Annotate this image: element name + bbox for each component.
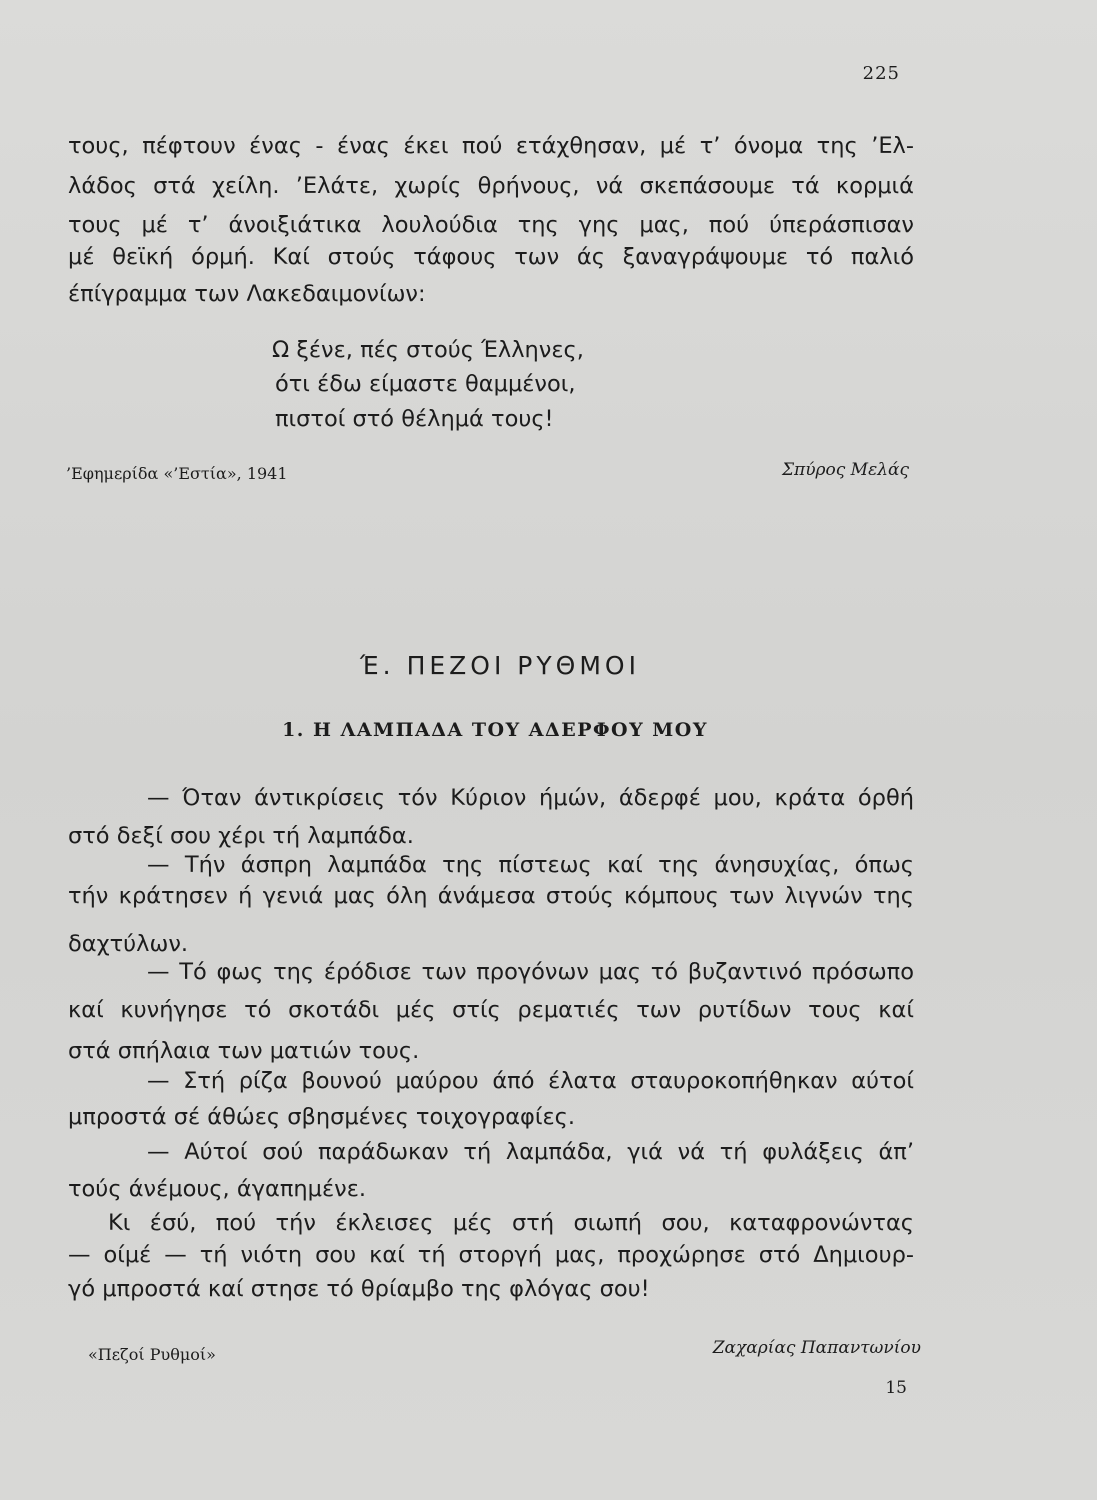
first-author: Σπύρος Μελάς xyxy=(782,460,909,480)
poem-line: στά σπήλαια των ματιών τους. xyxy=(68,1038,420,1064)
poem-line: δαχτύλων. xyxy=(68,931,189,957)
epigram-line: πιστοί στό θέλημά τους! xyxy=(275,406,554,432)
poem-line: — οίμέ — τή νιότη σου καί τή στοργή μας, προχώρησε στό Δημιουρ- xyxy=(68,1242,914,1268)
first-source: ’Εφημερίδα «’Εστία», 1941 xyxy=(66,464,288,483)
poem-line: — Τό φως της έρόδισε των προγόνων μας τό βυζαντινό πρόσωπο xyxy=(147,959,914,985)
second-source: «Πεζοί Ρυθμοί» xyxy=(88,1345,216,1364)
footer-number: 15 xyxy=(885,1378,907,1398)
poem-line: στό δεξί σου χέρι τή λαμπάδα. xyxy=(68,823,414,849)
section-title: Έ. ΠΕΖΟΙ ΡΥΘΜΟΙ xyxy=(360,651,640,680)
second-author: Ζαχαρίας Παπαντωνίου xyxy=(712,1338,921,1358)
poem-line: Κι έσύ, πού τήν έκλεισες μές στή σιωπή σου, καταφρονώντας xyxy=(108,1210,914,1236)
poem-line: — Όταν άντικρίσεις τόν Κύριον ήμών, άδερφέ μου, κράτα όρθή xyxy=(147,785,914,811)
intro-line: τους, πέφτουν ένας - ένας έκει πού ετάχθησαν, μέ τ’ όνομα της ’Ελ- xyxy=(68,133,914,159)
poem-line: καί κυνήγησε τό σκοτάδι μές στίς ρεματιές των ρυτίδων τους καί xyxy=(68,997,914,1023)
poem-line: τήν κράτησεν ή γενιά μας όλη άνάμεσα στούς κόμπους των λιγνών της xyxy=(68,883,914,909)
page-number: 225 xyxy=(862,63,900,84)
intro-line: τους μέ τ’ άνοιξιάτικα λουλούδια της γης μας, πού ύπεράσπισαν xyxy=(68,212,914,238)
poem-line: τούς άνέμους, άγαπημένε. xyxy=(68,1176,367,1202)
poem-line: — Τήν άσπρη λαμπάδα της πίστεως καί της άνησυχίας, όπως xyxy=(147,852,914,878)
poem-line: — Αύτοί σού παράδωκαν τή λαμπάδα, γιά νά τή φυλάξεις άπ’ xyxy=(147,1139,914,1165)
epigram-line: Ω ξένε, πές στούς Έλληνες, xyxy=(272,337,584,363)
poem-line: — Στή ρίζα βουνού μαύρου άπό έλατα σταυροκοπήθηκαν αύτοί xyxy=(147,1068,914,1094)
poem-line: γό μπροστά καί στησε τό θρίαμβο της φλόγας σου! xyxy=(68,1276,650,1302)
poem-title: 1. Η ΛΑΜΠΑΔΑ ΤΟΥ ΑΔΕΡΦΟΥ ΜΟΥ xyxy=(282,719,708,741)
intro-line: λάδος στά χείλη. ’Ελάτε, χωρίς θρήνους, νά σκεπάσουμε τά κορμιά xyxy=(68,173,914,199)
poem-line: μπροστά σέ άθώες σβησμένες τοιχογραφίες. xyxy=(68,1104,576,1130)
epigram-line: ότι έδω είμαστε θαμμένοι, xyxy=(275,371,576,397)
intro-line: έπίγραμμα των Λακεδαιμονίων: xyxy=(68,281,426,307)
intro-line: μέ θεϊκή όρμή. Καί στούς τάφους των άς ξαναγράψουμε τό παλιό xyxy=(68,244,914,270)
